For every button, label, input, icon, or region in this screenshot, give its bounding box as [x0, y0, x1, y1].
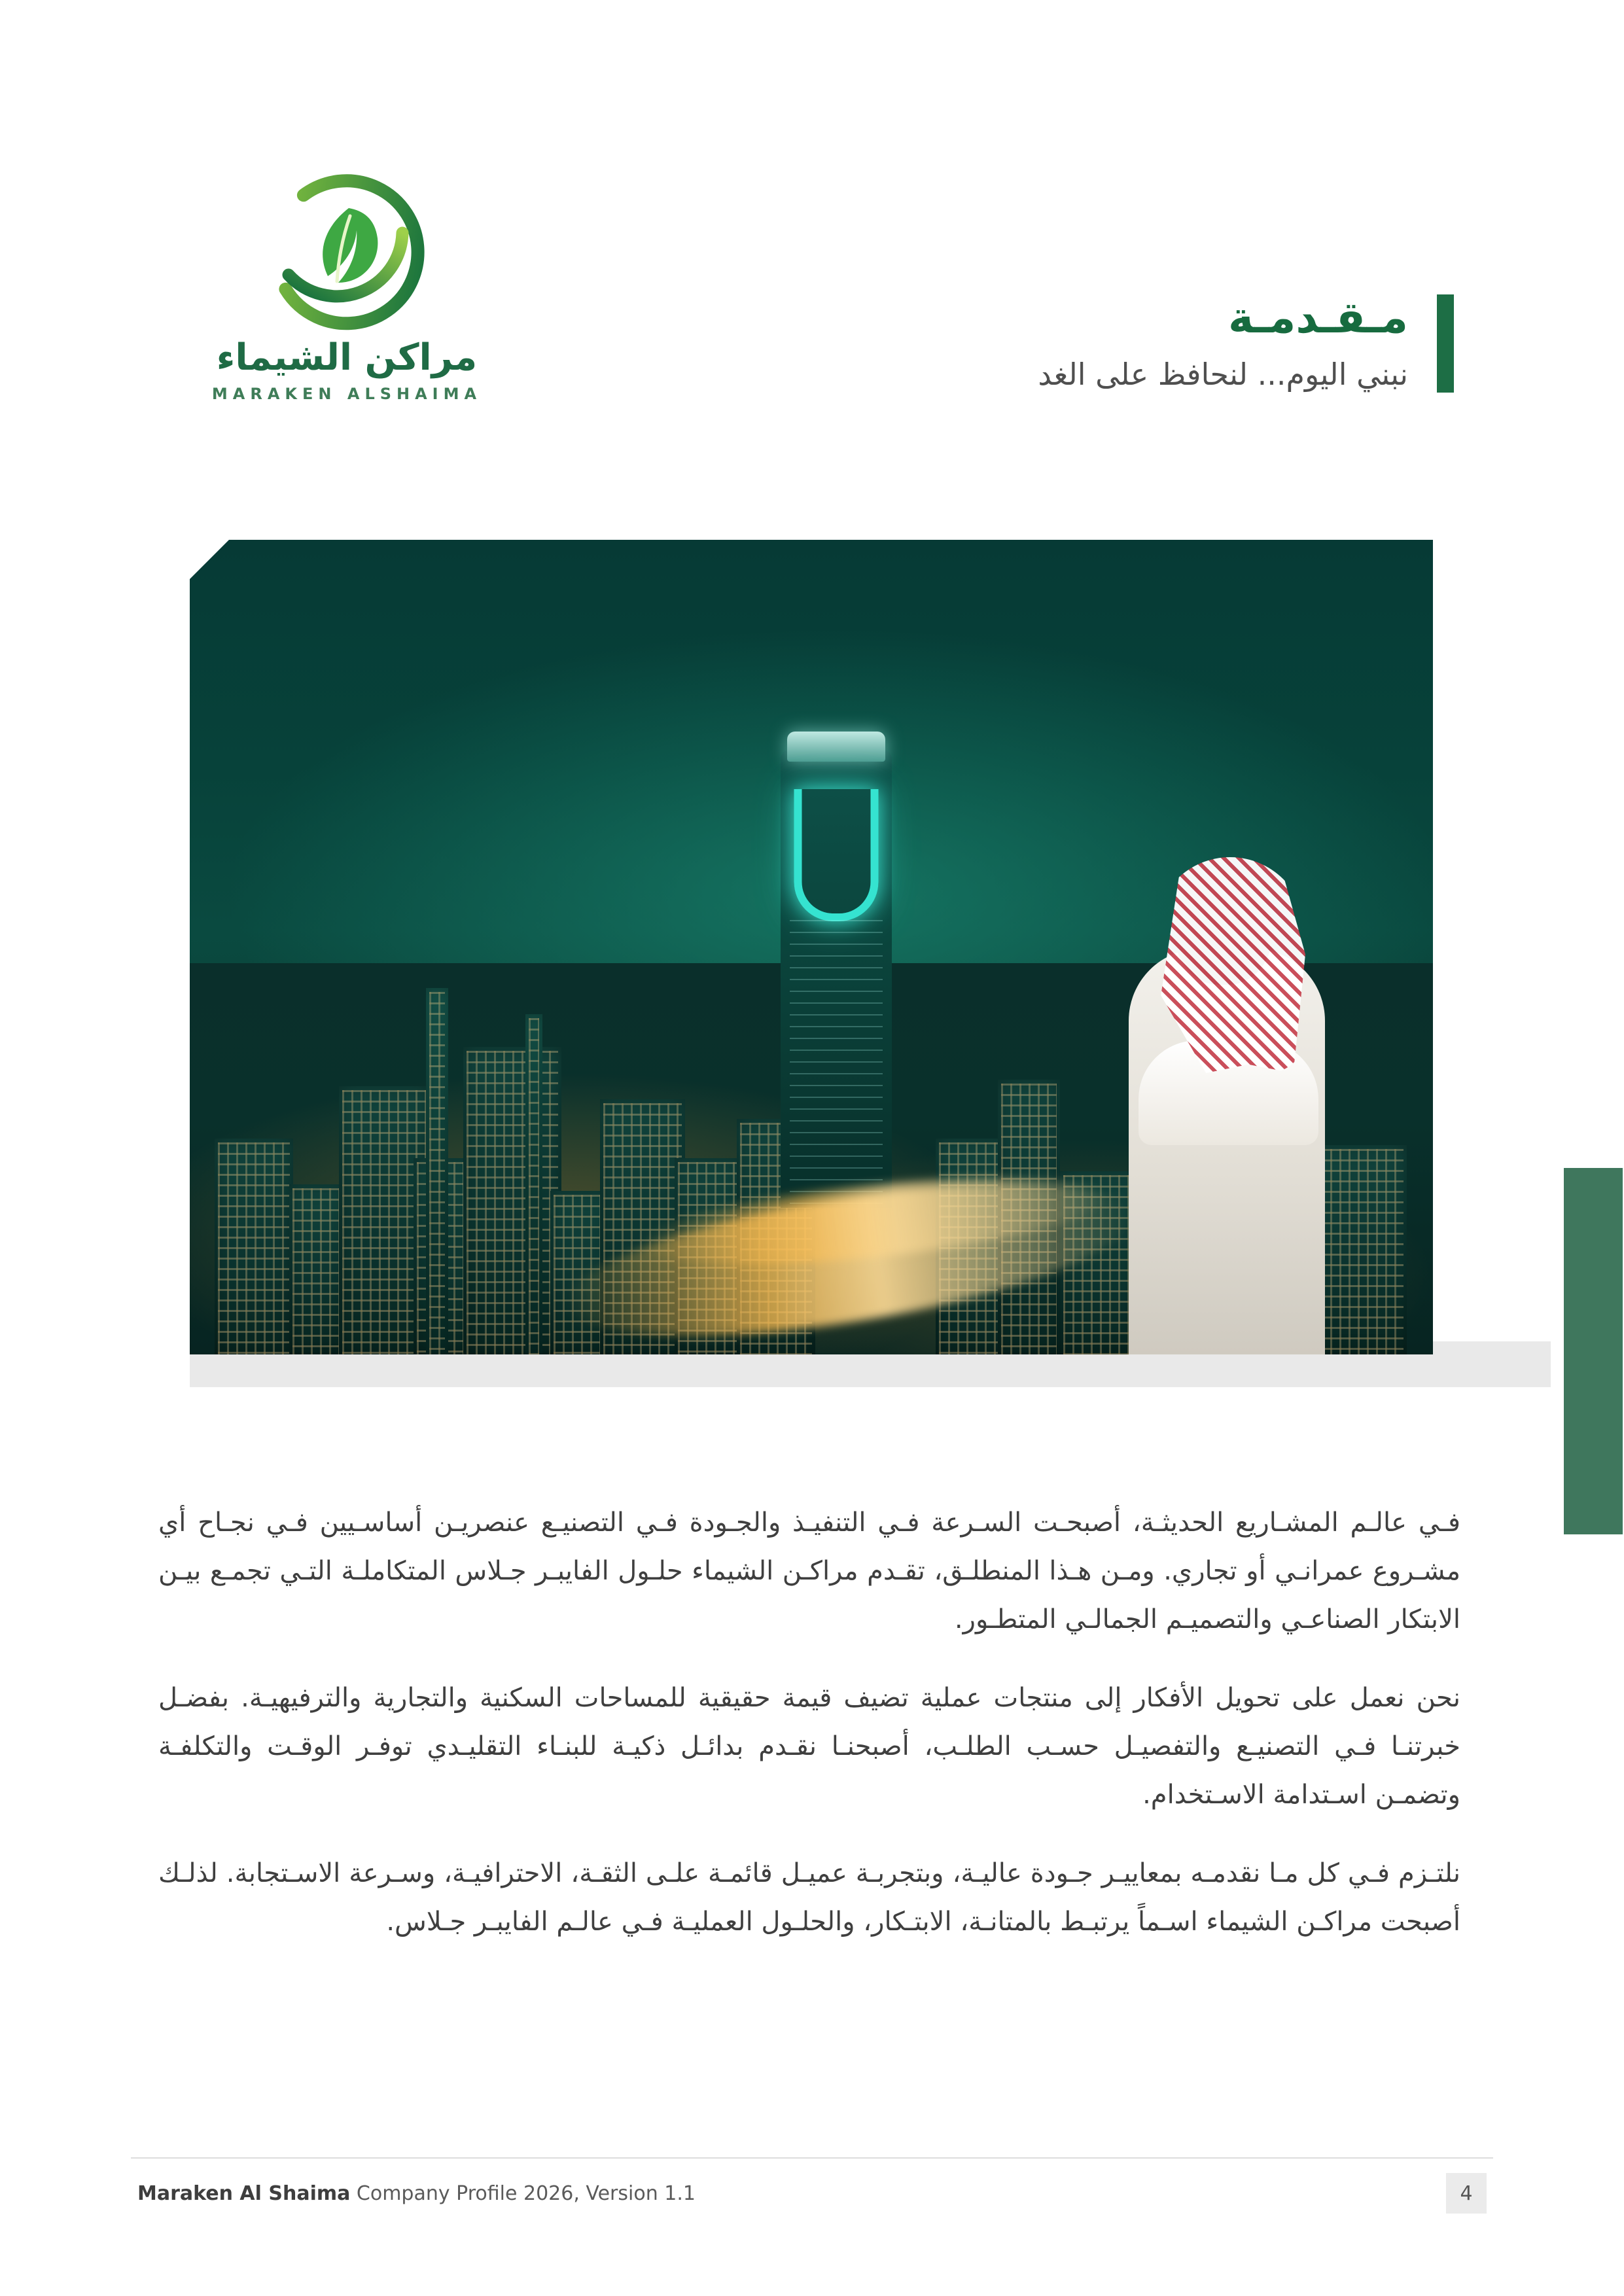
footer-rest: Company Profile 2026, Version 1.1: [350, 2182, 696, 2205]
brand-logo: [196, 170, 497, 403]
page-number: 4: [1446, 2173, 1487, 2214]
building: [463, 1047, 561, 1354]
brand-name-arabic: مراكن الشيماء: [216, 336, 478, 379]
paragraph-3: نلتـزم فـي كل مـا نقدمـه بمعاييـر جـودة عاليـة، وبتجربـة عميـل قائمـة علـى الثقـة، الاحترافيـة، وسـرعة الاسـتجابة. لذلـك أصبحت مراكـن الشيماء اسـماً يرتبـط بالمتانـة، الابتـكار، والحلـول العمليـة فـي عالـم الفايبـر جـلاس.: [158, 1858, 1460, 1937]
footer-brand: Maraken Al Shaima: [137, 2182, 351, 2205]
leaf-in-circle-logo-icon: [265, 170, 429, 334]
building: [215, 1139, 293, 1354]
building: [525, 1014, 542, 1354]
kingdom-tower: [781, 750, 892, 1208]
page-title: مـقـدمـة: [1227, 292, 1408, 343]
page-footer: [131, 2157, 1493, 2237]
tower-window-lights: [790, 920, 883, 1208]
hero-side-accent: [1564, 1168, 1623, 1534]
brand-name-english: MARAKEN ALSHAIMA: [211, 384, 482, 403]
hero-image-block: [190, 540, 1433, 1417]
page-subtitle: نبني اليوم... لنحافظ على الغد: [1038, 356, 1408, 392]
body-content: [158, 1498, 1460, 1976]
tower-arch-light: [794, 789, 879, 921]
paragraph-1: فـي عالـم المشـاريع الحديثـة، أصبحـت السـرعة فـي التنفيـذ والجـودة فـي التصنيـع عنصريـن أساسـيين فـي نجـاح أي مشـروع عمرانـي أو تجاري. ومـن هـذا المنطلـق، تقـدم مراكـن الشيماء حلـول الفايبـر جـلاس المتكاملـة التـي تجمـع بيـن الابتكار الصناعـي والتصميـم الجمالـي المتطـور.: [158, 1508, 1460, 1634]
page-header: [0, 164, 1624, 438]
hero-image: [190, 540, 1433, 1354]
page-title-block: [1038, 294, 1408, 393]
footer-caption: [137, 2182, 696, 2205]
paragraph-2: نحن نعمل على تحويل الأفكار إلى منتجات عملية تضيف قيمة حقيقية للمساحات السكنية والتجارية والترفيهيـة. بفضـل خبرتنـا فـي التصنيـع والتفصيـل حسـب الطلـب، أصبحنـا نقـدم بدائـل ذكيـة للبنـاء التقليـدي توفـر الوقـت والتكلفـة وتضمـن اسـتدامة الاسـتخدام.: [158, 1683, 1460, 1810]
tower-cap: [787, 732, 885, 762]
man-figure: [1093, 851, 1368, 1354]
building: [426, 988, 448, 1354]
title-accent-bar: [1437, 294, 1454, 393]
